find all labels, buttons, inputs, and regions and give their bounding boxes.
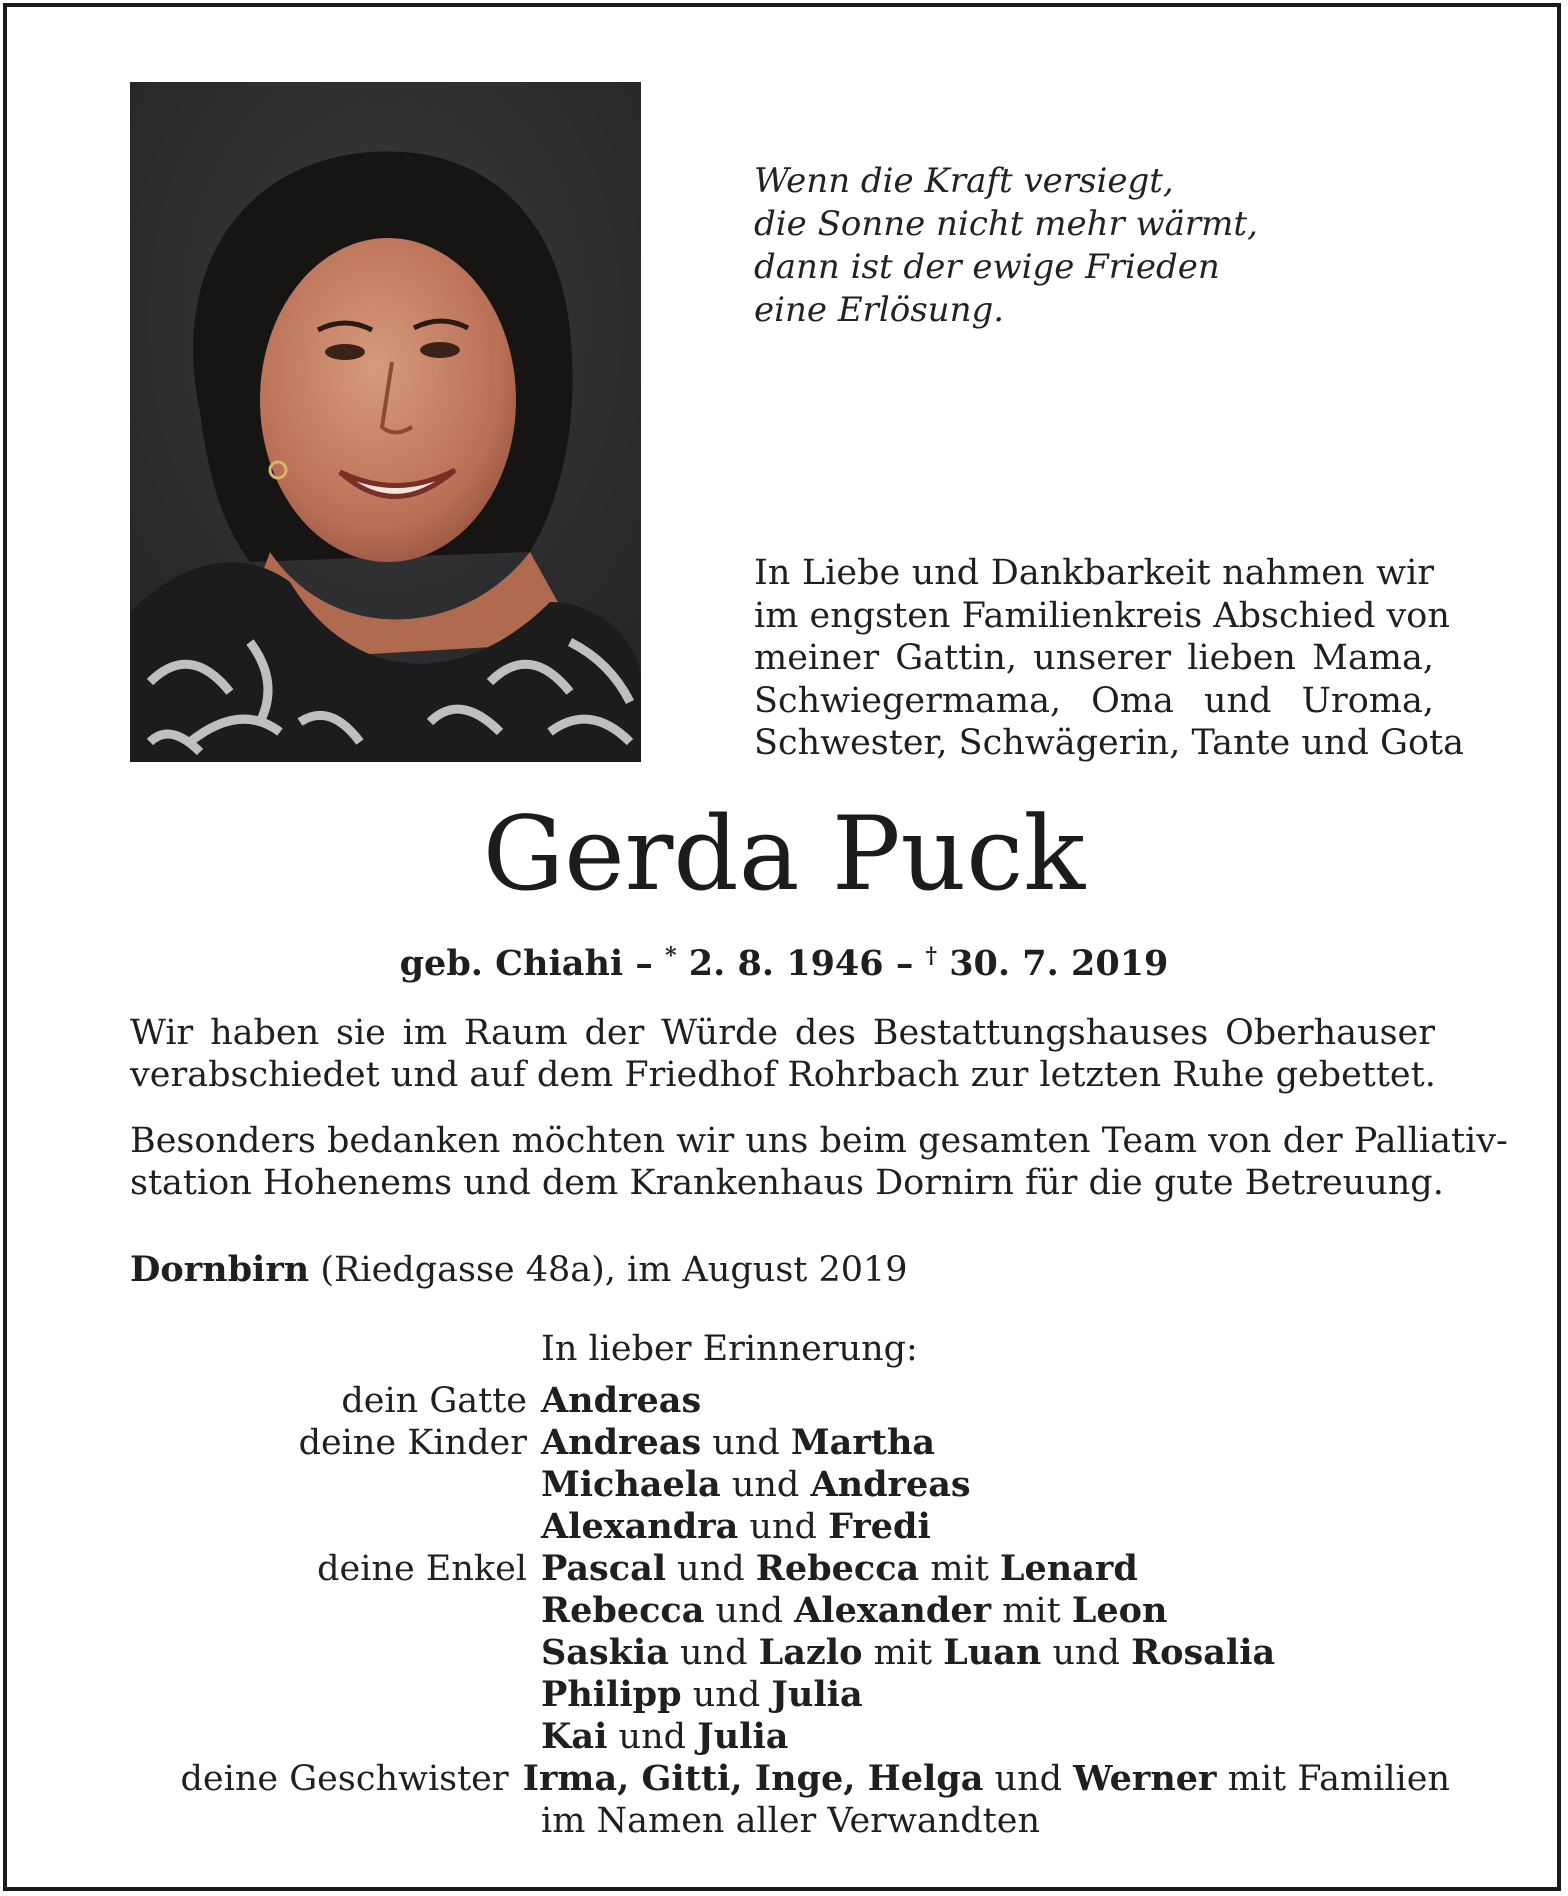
relative-names [541,1464,1450,1506]
place-date-line [130,1248,1330,1292]
paragraph-line: Besonders bedanken möchten wir uns beim gesamten Team von der Palliativ- [130,1121,1508,1161]
connector-text: und [704,1591,795,1631]
relation-label [130,1800,541,1842]
relative-name: Leon [1071,1590,1168,1631]
birth-death-dates [0,934,1568,986]
relative-names [541,1380,1450,1422]
relation-label [130,1674,541,1716]
death-symbol: † [925,943,938,969]
connector-text: und [701,1423,791,1463]
relation-label [130,1716,541,1758]
relative-name: Julia [771,1674,863,1715]
relative-name: Lenard [999,1548,1138,1589]
poem-line: Wenn die Kraft versiegt, [754,161,1174,201]
relative-names [523,1758,1450,1800]
relation-label: deine Geschwister [180,1759,509,1799]
birth-date: 2. 8. 1946 [688,943,884,984]
relative-names [541,1590,1450,1632]
deceased-name: Gerda Puck [482,795,1086,914]
connector-text: mit [991,1591,1072,1631]
intro-line: im engsten Familienkreis Abschied von [754,595,1450,636]
relative-name: Pascal [541,1548,667,1589]
thanks-paragraph [130,1120,1508,1204]
connector-text: und [1041,1633,1132,1673]
relative-name: Lazlo [758,1632,863,1673]
connector-text: und [681,1675,772,1715]
family-row [130,1716,1450,1758]
intro-line: In Liebe und Dankbarkeit nahmen wir [754,553,1434,593]
paragraph-line: station Hohenems und dem Krankenhaus Dornirn für die gute Betreuung. [130,1163,1444,1203]
relation-label: deine Enkel [317,1549,527,1589]
relative-name: Philipp [541,1674,682,1715]
relative-name: Alexandra [541,1506,739,1547]
relation-label [130,1632,541,1674]
dash: – [635,943,653,984]
relative-name: Martha [790,1422,936,1463]
family-row [130,1422,1450,1464]
portrait-photo [130,82,641,762]
connector-text: und [668,1633,759,1673]
relative-name: Irma, Gitti, Inge, Helga [522,1758,984,1799]
relation-label: dein Gatte [341,1381,527,1421]
paragraph-line: Wir haben sie im Raum der Würde des Bestattungshauses Oberhauser [130,1013,1435,1053]
intro-line: meiner Gattin, unserer lieben Mama, [754,638,1434,679]
family-row [130,1548,1450,1590]
intro-text [754,552,1464,765]
family-row [130,1464,1450,1506]
family-row [130,1590,1450,1632]
relative-name: Rosalia [1131,1632,1276,1673]
relative-names [541,1632,1450,1674]
relative-name: Werner [1073,1758,1217,1799]
paragraph-line: verabschiedet und auf dem Friedhof Rohrbach zur letzten Ruhe gebettet. [130,1055,1436,1095]
family-row [130,1380,1450,1422]
poem-line: eine Erlösung. [754,290,1005,330]
relative-names [541,1800,1450,1842]
family-list [130,1380,1450,1842]
family-row [130,1506,1450,1548]
relative-name: Julia [697,1716,789,1757]
relation-label [130,1506,541,1548]
maiden-name: geb. Chiahi [399,943,624,984]
connector-text: und [720,1465,811,1505]
intro-line: Schwester, Schwägerin, Tante und Gota [754,723,1464,764]
dash: – [895,943,914,984]
city: Dornbirn [130,1249,310,1290]
relative-name: Fredi [828,1506,931,1547]
relative-name: Andreas [810,1464,971,1505]
family-row [130,1632,1450,1674]
connector-text: und [607,1717,698,1757]
connector-text: mit [862,1633,944,1673]
poem-line: die Sonne nicht mehr wärmt, [754,204,1258,244]
relative-name: Andreas [541,1380,702,1421]
relative-name: Luan [943,1632,1042,1673]
relative-name: Andreas [541,1422,702,1463]
family-row [130,1800,1450,1842]
relation-label [130,1464,541,1506]
relative-name: Kai [541,1716,608,1757]
relative-names [541,1674,1450,1716]
relative-names [541,1506,1450,1548]
family-row [130,1674,1450,1716]
relative-name: Michaela [541,1464,721,1505]
funeral-paragraph [130,1012,1435,1096]
connector-text: mit Familien [1216,1759,1450,1799]
family-row [130,1758,1450,1800]
poem-line: dann ist der ewige Frieden [754,247,1220,287]
relation-label: deine Kinder [298,1423,527,1463]
relative-name: Saskia [541,1632,669,1673]
connector-text: im Namen aller Verwandten [541,1801,1040,1841]
connector-text: mit [919,1549,1000,1589]
relative-name: Rebecca [541,1590,705,1631]
birth-symbol: * [665,943,677,969]
remembrance-heading: In lieber Erinnerung: [541,1329,918,1369]
connector-text: und [738,1507,829,1547]
connector-text: und [983,1759,1074,1799]
address-date: (Riedgasse 48a), im August 2019 [320,1250,908,1290]
poem-verse [754,160,1474,332]
death-date: 30. 7. 2019 [949,943,1169,984]
relative-name: Alexander [794,1590,992,1631]
relative-names [541,1422,1450,1464]
relative-names [541,1716,1450,1758]
connector-text: und [666,1549,756,1589]
relative-names [541,1548,1450,1590]
relative-name: Rebecca [755,1548,920,1589]
relation-label [130,1590,541,1632]
intro-line: Schwiegermama, Oma und Uroma, [754,680,1434,721]
